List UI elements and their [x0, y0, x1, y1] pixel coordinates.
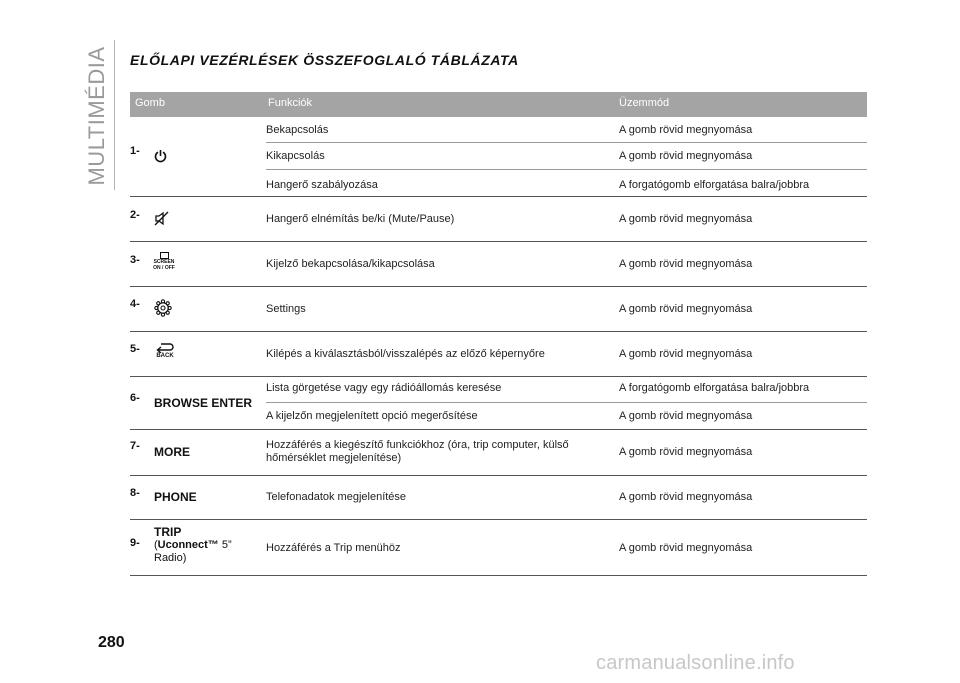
- row-number: 6-: [130, 392, 140, 404]
- mute-speaker-icon: [154, 211, 170, 226]
- table-row-4: [130, 287, 867, 331]
- section-side-label: [84, 46, 110, 186]
- function-text: Hozzáférés a kiegészítő funkciókhoz (óra, trip computer, külső hőmérséklet megjelenítése): [266, 439, 569, 464]
- mode-text: A gomb rövid megnyomása: [619, 124, 753, 136]
- trip-button-name: [154, 526, 232, 565]
- trip-note-brand: Uconnect™: [157, 539, 219, 551]
- row-divider: [266, 142, 867, 143]
- row-number: 2-: [130, 209, 140, 221]
- function-text: Hangerő elnémítás be/ki (Mute/Pause): [266, 213, 455, 225]
- settings-gear-icon: [154, 299, 172, 317]
- row-divider: [266, 402, 867, 403]
- row-number: 8-: [130, 487, 140, 499]
- table-bottom-rule: [130, 575, 867, 576]
- section-side-label-text: MULTIMÉDIA: [84, 46, 109, 186]
- mode-text: A forgatógomb elforgatása balra/jobbra: [619, 179, 810, 191]
- mode-text: A forgatógomb elforgatása balra/jobbra: [619, 382, 810, 394]
- power-icon: [154, 149, 167, 163]
- row-number: 5-: [130, 343, 140, 355]
- function-text: Kijelző bekapcsolása/kikapcsolása: [266, 258, 435, 270]
- mode-text: A gomb rövid megnyomása: [619, 410, 753, 422]
- header-uzemmod: Üzemmód: [619, 97, 670, 109]
- watermark: carmanualsonline.info: [596, 652, 795, 674]
- function-text: A kijelzőn megjelenített opció megerősítése: [266, 410, 478, 422]
- return-arrow-icon: [155, 342, 175, 353]
- side-divider: [114, 40, 115, 190]
- mode-text: A gomb rövid megnyomása: [619, 348, 753, 360]
- screen-label: SCREEN: [153, 259, 175, 265]
- row-number: 3-: [130, 254, 140, 266]
- back-label: BACK: [156, 353, 174, 359]
- function-text: Lista görgetése vagy egy rádióállomás keresése: [266, 382, 502, 394]
- trip-note-line2: Radio): [154, 552, 187, 564]
- mode-text: A gomb rövid megnyomása: [619, 446, 753, 458]
- on-off-label: ON / OFF: [153, 265, 175, 271]
- table-row-7: [130, 430, 867, 478]
- trip-note: [154, 539, 232, 552]
- table-row-1: [130, 117, 867, 203]
- trip-label: TRIP: [154, 525, 182, 539]
- page-number: 280: [98, 634, 125, 651]
- table-header: [130, 92, 867, 117]
- trip-note-open: (: [154, 539, 158, 551]
- table-row-9: [130, 520, 867, 576]
- table-row-2: [130, 197, 867, 241]
- mode-text: A gomb rövid megnyomása: [619, 258, 753, 270]
- function-text: Bekapcsolás: [266, 124, 329, 136]
- screen-rectangle-icon: [160, 252, 169, 259]
- mode-text: A gomb rövid megnyomása: [619, 303, 753, 315]
- mode-text: A gomb rövid megnyomása: [619, 150, 753, 162]
- back-arrow-icon: [152, 342, 178, 360]
- table-row-6: [130, 377, 867, 429]
- table-row-8: [130, 476, 867, 520]
- phone-button-name: PHONE: [154, 490, 197, 504]
- header-funkciok: Funkciók: [268, 97, 313, 109]
- more-button-name: MORE: [154, 445, 190, 459]
- table-row-5: [130, 332, 867, 376]
- row-number: 9-: [130, 537, 140, 549]
- trip-note-size: 5”: [218, 539, 232, 551]
- row-number: 1-: [130, 145, 140, 157]
- function-text: Kikapcsolás: [266, 150, 325, 162]
- mode-text: A gomb rövid megnyomása: [619, 213, 753, 225]
- function-text: Hozzáférés a Trip menühöz: [266, 542, 401, 554]
- function-text: Kilépés a kiválasztásból/visszalépés az előző képernyőre: [266, 348, 545, 360]
- mode-text: A gomb rövid megnyomása: [619, 542, 753, 554]
- row-number: 7-: [130, 440, 140, 452]
- table-row-3: [130, 242, 867, 286]
- page-title: ELŐLAPI VEZÉRLÉSEK ÖSSZEFOGLALÓ TÁBLÁZATA: [130, 52, 519, 68]
- function-text: Telefonadatok megjelenítése: [266, 491, 407, 503]
- row-divider: [266, 169, 867, 170]
- function-text: Hangerő szabályozása: [266, 179, 378, 191]
- row-number: 4-: [130, 298, 140, 310]
- screen-on-off-icon: [152, 252, 176, 271]
- header-gomb: Gomb: [135, 97, 165, 109]
- browse-enter-button-name: BROWSE ENTER: [154, 396, 253, 410]
- function-text: Settings: [266, 303, 306, 315]
- mode-text: A gomb rövid megnyomása: [619, 491, 753, 503]
